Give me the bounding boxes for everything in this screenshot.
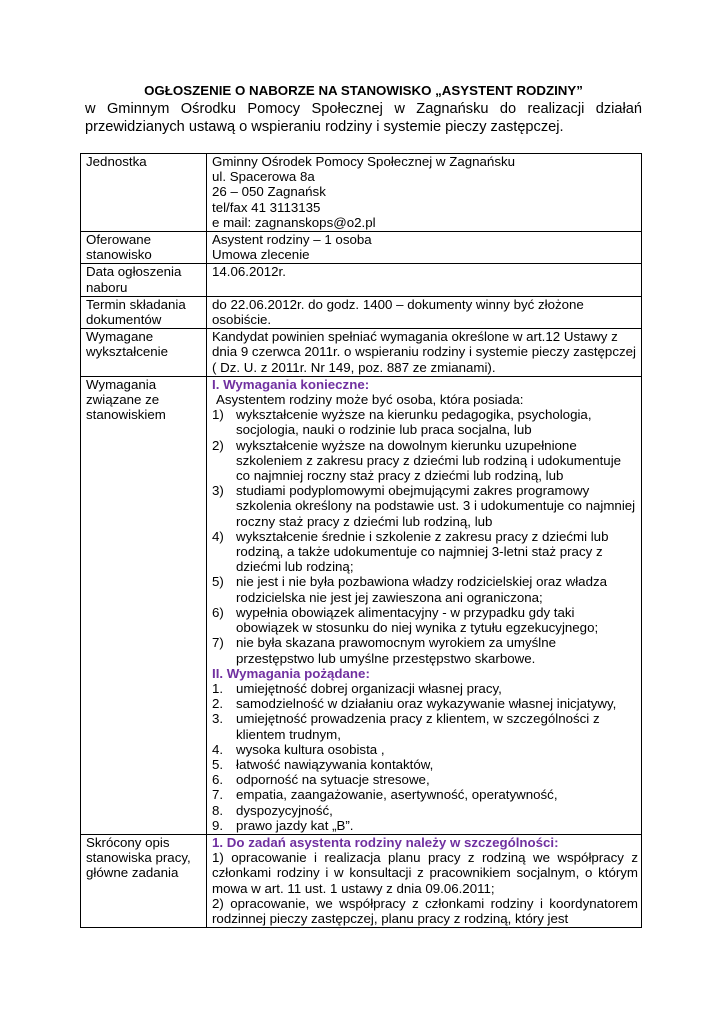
zadanie-item: 2) opracowanie, we współpracy z członkami rodziny i koordynatorem rodzinnej pieczy zastępczej, planu pracy z rodziną, który jest — [212, 895, 638, 926]
unit-email: e mail: zagnanskops@o2.pl — [212, 214, 376, 230]
unit-street: ul. Spacerowa 8a — [212, 169, 315, 185]
wymaganie-pozadane-item-text: dyspozycyjność, — [236, 802, 333, 818]
wymaganie-pozadane-item — [212, 803, 638, 818]
label-opis: Skrócony opis stanowiska pracy, główne zadania — [81, 834, 207, 927]
wymaganie-konieczne-item — [212, 605, 638, 635]
wymaganie-pozadane-item — [212, 757, 638, 772]
wymaganie-pozadane-item-text: wysoka kultura osobista , — [236, 741, 385, 757]
wymaganie-konieczne-item-text: nie była skazana prawomocnym wyrokiem za umyślne przestępstwo lub umyślne przestępstwo skarbowe. — [236, 635, 556, 666]
wymaganie-pozadane-item-number: 2. — [212, 696, 224, 712]
wymaganie-pozadane-item-number: 9. — [212, 817, 224, 833]
value-data-ogloszenia: 14.06.2012r. — [207, 264, 642, 296]
wymaganie-pozadane-item-text: empatia, zaangażowanie, asertywność, operatywność, — [236, 787, 558, 803]
wymaganie-pozadane-item-text: łatwość nawiązywania kontaktów, — [236, 756, 434, 772]
heading-wymagania-pozadane: II. Wymagania pożądane: — [212, 665, 370, 681]
wymaganie-pozadane-item-number: 6. — [212, 772, 224, 788]
row-termin — [81, 296, 642, 328]
label-wymagania: Wymagania związane ze stanowiskiem — [81, 376, 207, 834]
wymaganie-konieczne-item — [212, 483, 638, 529]
wymaganie-konieczne-item-text: studiami podyplomowymi obejmującymi zakres programowy szkolenia określony na podstawie ust. 3 i udokumentuje co najmniej roczny staż pracy z dziećmi lub rodziną, lub — [236, 483, 636, 529]
wymaganie-konieczne-item-number: 3) — [212, 483, 224, 499]
wymaganie-konieczne-item-number: 7) — [212, 635, 224, 651]
unit-name: Gminny Ośrodek Pomocy Społecznej w Zagnańsku — [212, 154, 516, 169]
wymaganie-pozadane-item — [212, 818, 638, 833]
intro-text — [85, 101, 642, 136]
wymaganie-konieczne-item-text: nie jest i nie była pozbawiona władzy rodzicielskiej oraz władza rodzicielska nie jest jej zawieszona ani ograniczona; — [236, 574, 608, 605]
row-jednostka — [81, 154, 642, 232]
wymaganie-konieczne-item — [212, 574, 638, 604]
wymaganie-konieczne-item-text: wykształcenie średnie i szkolenie z zakresu pracy z dziećmi lub rodziną, a także udokumentuje co najmniej 3-letni staż pracy z dziećmi lub rodziną; — [236, 528, 609, 575]
wymaganie-konieczne-item-text: wykształcenie wyższe na dowolnym kierunku uzupełnione szkoleniem z zakresu pracy z dziećmi lub rodziną i udokumentuje co najmniej roczny staż pracy z dziećmi lub rodziną, lub — [236, 437, 622, 484]
wymaganie-pozadane-item-text: odporność na sytuacje stresowe, — [236, 772, 430, 788]
wymaganie-pozadane-item — [212, 696, 638, 711]
row-wymagania — [81, 376, 642, 834]
wymaganie-pozadane-item-number: 3. — [212, 711, 224, 727]
wymaganie-pozadane-item — [212, 681, 638, 696]
label-wyksztalcenie: Wymagane wykształcenie — [81, 329, 207, 377]
wymaganie-konieczne-item-number: 5) — [212, 574, 224, 590]
wymaganie-pozadane-item-number: 4. — [212, 741, 224, 757]
value-wymagania — [207, 376, 642, 834]
label-jednostka: Jednostka — [81, 154, 207, 232]
label-termin: Termin składania dokumentów — [81, 296, 207, 328]
intro-line-2: przewidzianych ustawą o wspieraniu rodziny i systemie pieczy zastępczej. — [85, 118, 564, 135]
wymagania-pozadane-list — [212, 681, 638, 833]
wymaganie-konieczne-item-number: 4) — [212, 528, 224, 544]
wymaganie-konieczne-item-number: 6) — [212, 604, 224, 620]
page-title: OGŁOSZENIE O NABORZE NA STANOWISKO „ASYSTENT RODZINY” — [144, 83, 583, 98]
value-wyksztalcenie: Kandydat powinien spełniać wymagania określone w art.12 Ustawy z dnia 9 czerwca 2011r. o wspieraniu rodziny i systemie pieczy zastępczej ( Dz. U. z 2011r. Nr 149, poz. 887 ze zmianami). — [207, 329, 642, 377]
unit-phone: tel/fax 41 3113135 — [212, 199, 321, 215]
row-stanowisko — [81, 232, 642, 264]
contract-type: Umowa zlecenie — [212, 247, 310, 263]
wymaganie-pozadane-item-number: 1. — [212, 680, 224, 696]
wymaganie-pozadane-item-number: 5. — [212, 756, 224, 772]
value-opis — [207, 834, 642, 927]
wymaganie-pozadane-item — [212, 742, 638, 757]
recruitment-table — [80, 153, 642, 928]
wymaganie-konieczne-item — [212, 635, 638, 665]
label-stanowisko: Oferowane stanowisko — [81, 232, 207, 264]
position-name: Asystent rodziny – 1 osoba — [212, 232, 372, 248]
value-termin: do 22.06.2012r. do godz. 1400 – dokumenty winny być złożone osobiście. — [207, 296, 642, 328]
wymaganie-pozadane-item-text: samodzielność w działaniu oraz wykazywanie własnej inicjatywy, — [236, 696, 617, 712]
wymaganie-konieczne-item — [212, 438, 638, 484]
wymaganie-konieczne-item-number: 1) — [212, 407, 224, 423]
wymaganie-pozadane-item — [212, 787, 638, 802]
label-data-ogloszenia: Data ogłoszenia naboru — [81, 264, 207, 296]
wymaganie-pozadane-item — [212, 772, 638, 787]
wymaganie-konieczne-item — [212, 529, 638, 575]
zadanie-item: 1) opracowanie i realizacja planu pracy z rodziną we współpracy z członkami rodziny i w konsultacji z pracownikiem socjalnym, o którym mowa w art. 11 ust. 1 ustawy z dnia 09.06.2011; — [212, 850, 638, 896]
row-opis — [81, 834, 642, 927]
value-stanowisko — [207, 232, 642, 264]
row-wyksztalcenie — [81, 329, 642, 377]
heading-wymagania-konieczne: I. Wymagania konieczne: — [212, 376, 370, 392]
wymaganie-pozadane-item-text: umiejętność dobrej organizacji własnej pracy, — [236, 680, 502, 696]
wymaganie-pozadane-item-number: 8. — [212, 802, 224, 818]
wymaganie-pozadane-item — [212, 711, 638, 741]
wymaganie-konieczne-item-text: wykształcenie wyższe na kierunku pedagogika, psychologia, socjologia, nauki o rodzinie lub praca socjalna, lub — [236, 407, 592, 438]
wymaganie-pozadane-item-number: 7. — [212, 787, 224, 803]
wymaganie-pozadane-item-text: umiejętność prowadzenia pracy z klientem, w szczególności z klientem trudnym, — [236, 711, 600, 742]
wymagania-intro: Asystentem rodziny może być osoba, która posiada: — [216, 392, 524, 408]
row-data-ogloszenia — [81, 264, 642, 296]
heading-zadania: 1. Do zadań asystenta rodziny należy w szczególności: — [212, 834, 559, 850]
wymaganie-konieczne-item — [212, 407, 638, 437]
wymaganie-konieczne-item-text: wypełnia obowiązek alimentacyjny - w przypadku gdy taki obowiązek w stosunku do niej wynika z tytułu egzekucyjnego; — [236, 604, 599, 636]
wymaganie-konieczne-item-number: 2) — [212, 437, 224, 453]
intro-line-1: w Gminnym Ośrodku Pomocy Społecznej w Zagnańsku do realizacji działań — [85, 101, 642, 117]
wymagania-konieczne-list — [212, 407, 638, 665]
value-jednostka — [207, 154, 642, 232]
unit-city: 26 – 050 Zagnańsk — [212, 184, 326, 200]
wymaganie-pozadane-item-text: prawo jazdy kat „B”. — [236, 817, 354, 833]
